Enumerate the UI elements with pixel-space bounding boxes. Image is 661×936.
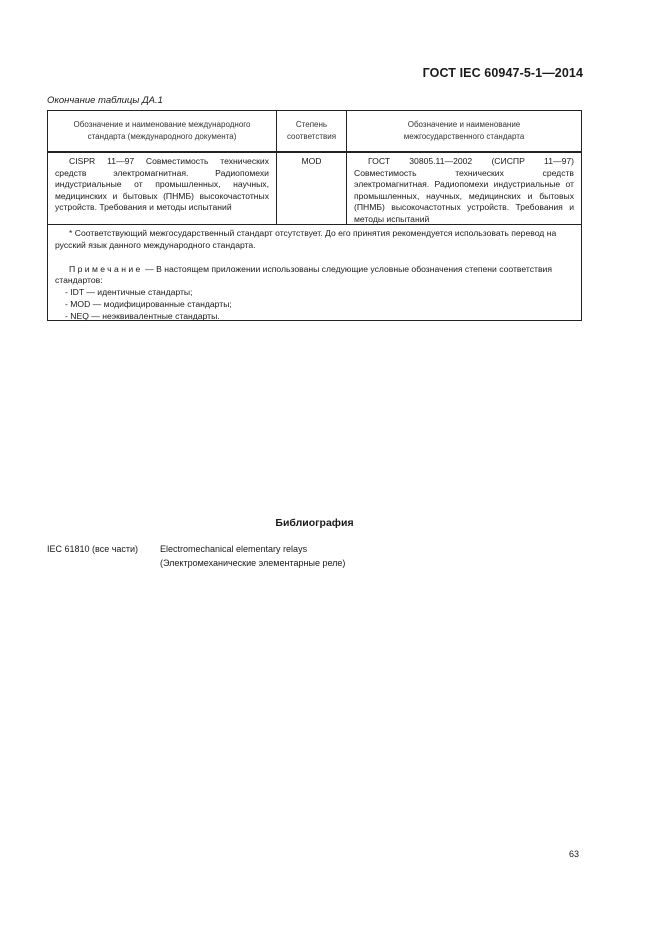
bibliography-title-text: Библиография [275, 517, 354, 529]
bibliography-title [0, 517, 661, 529]
column-header-line: межгосударственного стандарта [403, 132, 525, 141]
bibliography-titles [160, 543, 345, 570]
cell-interstate-standard: ГОСТ 30805.11—2002 (СИСПР 11—97) Совместимость технических средств электромагнитная. Радиопомехи индустриальные от промышленных, научных, медицинских и бытовых (ПНМБ) высокочастотных устройств. Требования и методы испытаний [354, 156, 574, 224]
note-text: — В настоящем приложении использованы следующие условные обозначения степени соответствия стандартов: [55, 263, 552, 286]
note-label: Примечание [69, 263, 143, 274]
note-list-item: - MOD — модифицированные стандарты; [65, 298, 232, 309]
column-header-interstate [347, 111, 581, 151]
cell-degree: MOD [277, 153, 347, 224]
bibliography-title-ru: (Электромеханические элементарные реле) [160, 557, 346, 568]
table-footnotes [48, 225, 581, 320]
column-header-line: Обозначение и наименование международного [73, 120, 251, 129]
column-header-line: соответствия [286, 132, 337, 141]
bibliography-entry [47, 543, 345, 570]
note-paragraph [55, 264, 574, 288]
table-caption: Окончание таблицы ДА.1 [47, 95, 163, 106]
bibliography-title-en: Electromechanical elementary relays [160, 544, 308, 554]
note-list-item: - IDT — идентичные стандарты; [65, 287, 193, 298]
cell-international-standard: CISPR 11—97 Совместимость технических средств электромагнитная. Радиопомехи индустриальные от промышленных, научных, медицинских и бытовых (ПНМБ) высокочастотных устройств. Требования и методы испытаний [48, 153, 277, 224]
table-header-row [48, 111, 581, 153]
column-header-line: стандарта (международного документа) [87, 132, 237, 141]
note-list-item: - NEQ — неэквивалентные стандарты. [65, 310, 220, 321]
standards-table [47, 110, 582, 321]
document-code: ГОСТ IEC 60947-5-1—2014 [422, 66, 583, 80]
footnote-text: * Соответствующий межгосударственный стандарт отсутствует. До его принятия рекомендуется использовать перевод на русский язык данного международного стандарта. [55, 228, 557, 250]
column-header-line: Степень [295, 120, 328, 129]
table-row [48, 153, 581, 225]
column-header-line: Обозначение и наименование [407, 120, 521, 129]
page-number: 63 [569, 849, 580, 859]
column-header-international [48, 111, 277, 151]
bibliography-ref: IEC 61810 (все части) [47, 544, 139, 554]
column-header-degree [277, 111, 347, 151]
